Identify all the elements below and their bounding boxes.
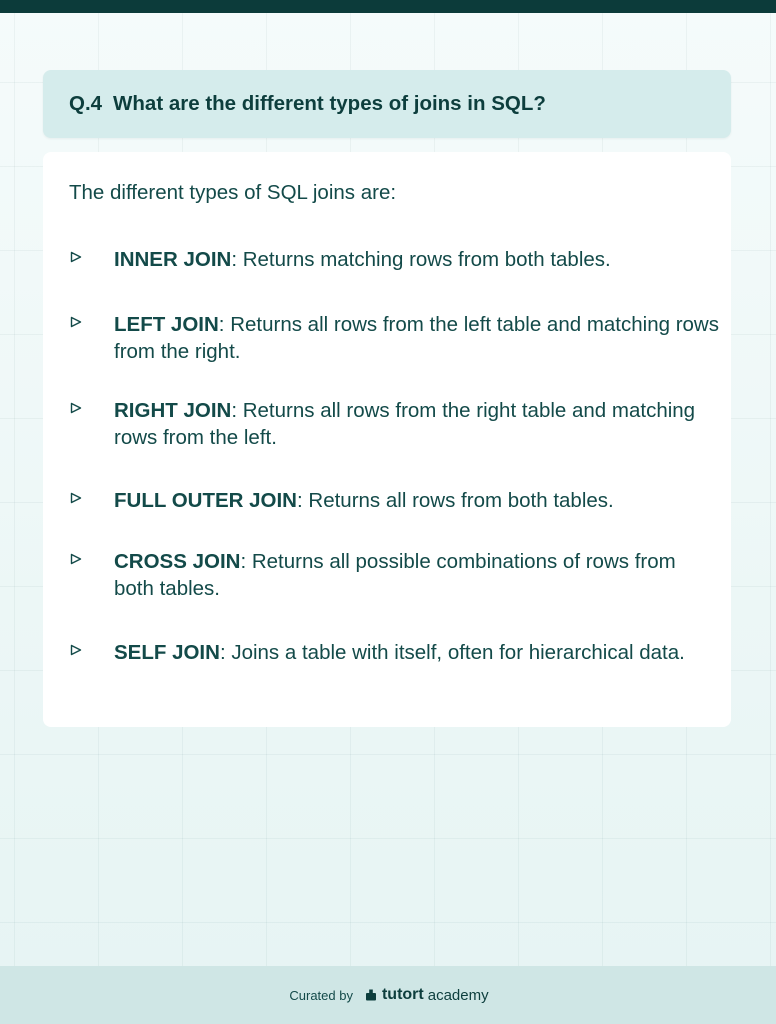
question-text: What are the different types of joins in SQL? bbox=[113, 92, 546, 115]
triangle-bullet-icon bbox=[70, 644, 82, 656]
list-item-text bbox=[114, 311, 719, 365]
question-heading bbox=[69, 92, 546, 116]
brand-suffix: academy bbox=[427, 986, 489, 1004]
join-term: LEFT JOIN bbox=[114, 313, 219, 336]
join-description: : Returns all possible combinations of rows from both tables. bbox=[114, 550, 676, 600]
answer-card bbox=[43, 152, 731, 727]
join-term: INNER JOIN bbox=[114, 248, 232, 271]
curated-by-label: Curated by bbox=[289, 987, 353, 1003]
list-item-text bbox=[114, 246, 719, 273]
list-item-text bbox=[114, 639, 719, 666]
triangle-bullet-icon bbox=[70, 316, 82, 328]
list-item-self-join bbox=[69, 639, 719, 666]
list-item-cross-join bbox=[69, 548, 719, 602]
join-term: FULL OUTER JOIN bbox=[114, 489, 297, 512]
footer-credit bbox=[289, 986, 488, 1004]
triangle-bullet-icon bbox=[70, 492, 82, 504]
list-item-full-outer-join bbox=[69, 487, 719, 514]
triangle-bullet-icon bbox=[70, 553, 82, 565]
join-description: : Joins a table with itself, often for hierarchical data. bbox=[219, 641, 685, 664]
join-term: RIGHT JOIN bbox=[114, 399, 232, 422]
top-bar bbox=[0, 0, 776, 13]
list-item-inner-join bbox=[69, 246, 719, 273]
list-item-text bbox=[114, 548, 719, 602]
triangle-bullet-icon bbox=[70, 402, 82, 414]
join-description: : Returns all rows from the right table and matching rows from the left. bbox=[114, 399, 696, 449]
brand-name: tutort bbox=[381, 986, 424, 1003]
list-item-right-join bbox=[69, 397, 719, 451]
list-item-left-join bbox=[69, 311, 719, 365]
list-item-text bbox=[114, 397, 719, 451]
tutort-logo-icon bbox=[365, 989, 377, 1001]
join-term: SELF JOIN bbox=[114, 641, 220, 664]
join-description: : Returns matching rows from both tables. bbox=[231, 248, 611, 271]
question-number: Q.4 bbox=[69, 92, 103, 115]
list-item-text bbox=[114, 487, 719, 514]
footer bbox=[0, 966, 776, 1024]
join-description: : Returns all rows from the left table and matching rows from the right. bbox=[114, 313, 719, 363]
answer-intro: The different types of SQL joins are: bbox=[69, 181, 397, 204]
join-term: CROSS JOIN bbox=[114, 550, 241, 573]
join-description: : Returns all rows from both tables. bbox=[297, 489, 614, 512]
triangle-bullet-icon bbox=[70, 251, 82, 263]
question-card bbox=[43, 70, 731, 138]
